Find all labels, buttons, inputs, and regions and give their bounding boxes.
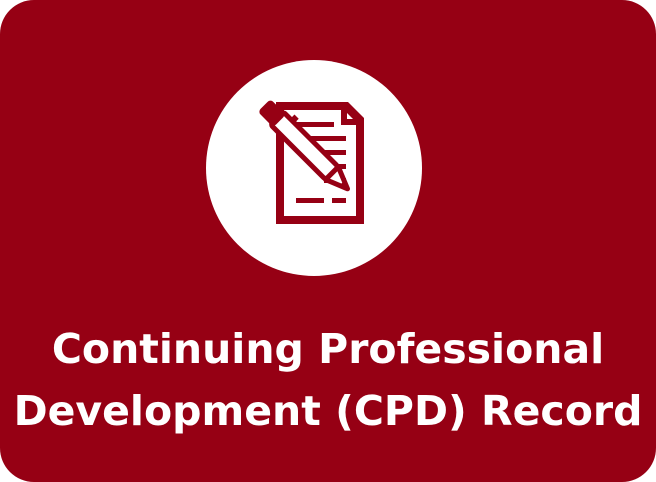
- icon-circle: [206, 60, 422, 276]
- document-pen-icon: [206, 60, 422, 276]
- tile-title: [0, 318, 656, 442]
- title-line-1: Continuing Professional: [51, 325, 605, 373]
- title-line-2: Development (CPD) Record: [13, 387, 643, 435]
